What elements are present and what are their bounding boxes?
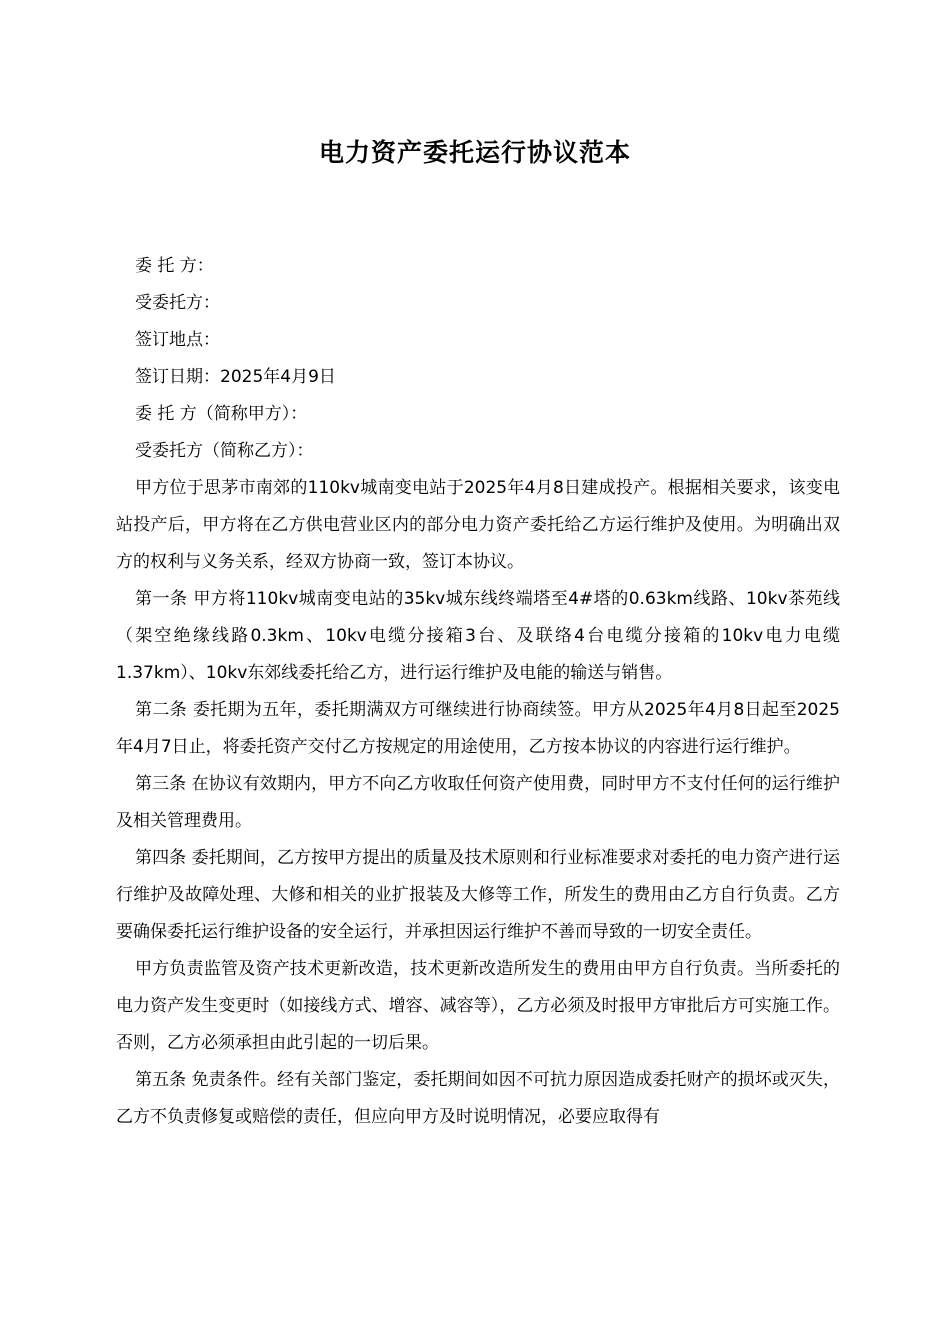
- paragraph-preamble: 甲方位于思茅市南郊的110kv城南变电站于2025年4月8日建成投产。根据相关要求，该变电站投产后，甲方将在乙方供电营业区内的部分电力资产委托给乙方运行维护及使用。为明确出双方的权利与义务关系，经双方协商一致，签订本协议。: [116, 478, 840, 572]
- paragraph-article-5: 第五条 免责条件。经有关部门鉴定，委托期间如因不可抗力原因造成委托财产的损坏或灭失，乙方不负责修复或赔偿的责任，但应向甲方及时说明情况，必要应取得有: [116, 1070, 840, 1127]
- paragraph-article-3: 第三条 在协议有效期内，甲方不向乙方收取任何资产使用费，同时甲方不支付任何的运行维护及相关管理费用。: [116, 774, 840, 831]
- field-party-a: 委 托 方（简称甲方）：: [135, 404, 308, 424]
- paragraph-article-2: 第二条 委托期为五年，委托期满双方可继续进行协商续签。甲方从2025年4月8日起至2025年4月7日止，将委托资产交付乙方按规定的用途使用，乙方按本协议的内容进行运行维护。: [116, 700, 840, 757]
- document-title: 电力资产委托运行协议范本: [318, 138, 631, 167]
- paragraph-article-1: 第一条 甲方将110kv城南变电站的35kv城东线终端塔至4#塔的0.63km线路、10kv茶苑线（架空绝缘线路0.3km、10kv电缆分接箱3台、及联络4台电缆分接箱的10kv电力电缆1.37km）、10kv东郊线委托给乙方，进行运行维护及电能的输送与销售。: [116, 589, 840, 683]
- paragraph-article-4-cont: 甲方负责监管及资产技术更新改造，技术更新改造所发生的费用由甲方自行负责。当所委托的电力资产发生变更时（如接线方式、增容、减容等），乙方必须及时报甲方审批后方可实施工作。否则，乙方必须承担由此引起的一切后果。: [116, 959, 840, 1053]
- field-signing-date: 签订日期：2025年4月9日: [135, 367, 336, 387]
- field-principal: 委 托 方：: [135, 256, 214, 276]
- field-party-b: 受委托方（简称乙方）：: [135, 441, 314, 461]
- field-trustee: 受委托方：: [135, 293, 220, 313]
- paragraph-article-4: 第四条 委托期间，乙方按甲方提出的质量及技术原则和行业标准要求对委托的电力资产进行运行维护及故障处理、大修和相关的业扩报装及大修等工作，所发生的费用由乙方自行负责。乙方要确保委托运行维护设备的安全运行，并承担因运行维护不善而导致的一切安全责任。: [116, 848, 840, 942]
- field-signing-place: 签订地点：: [135, 330, 220, 350]
- document-body: [116, 248, 840, 1136]
